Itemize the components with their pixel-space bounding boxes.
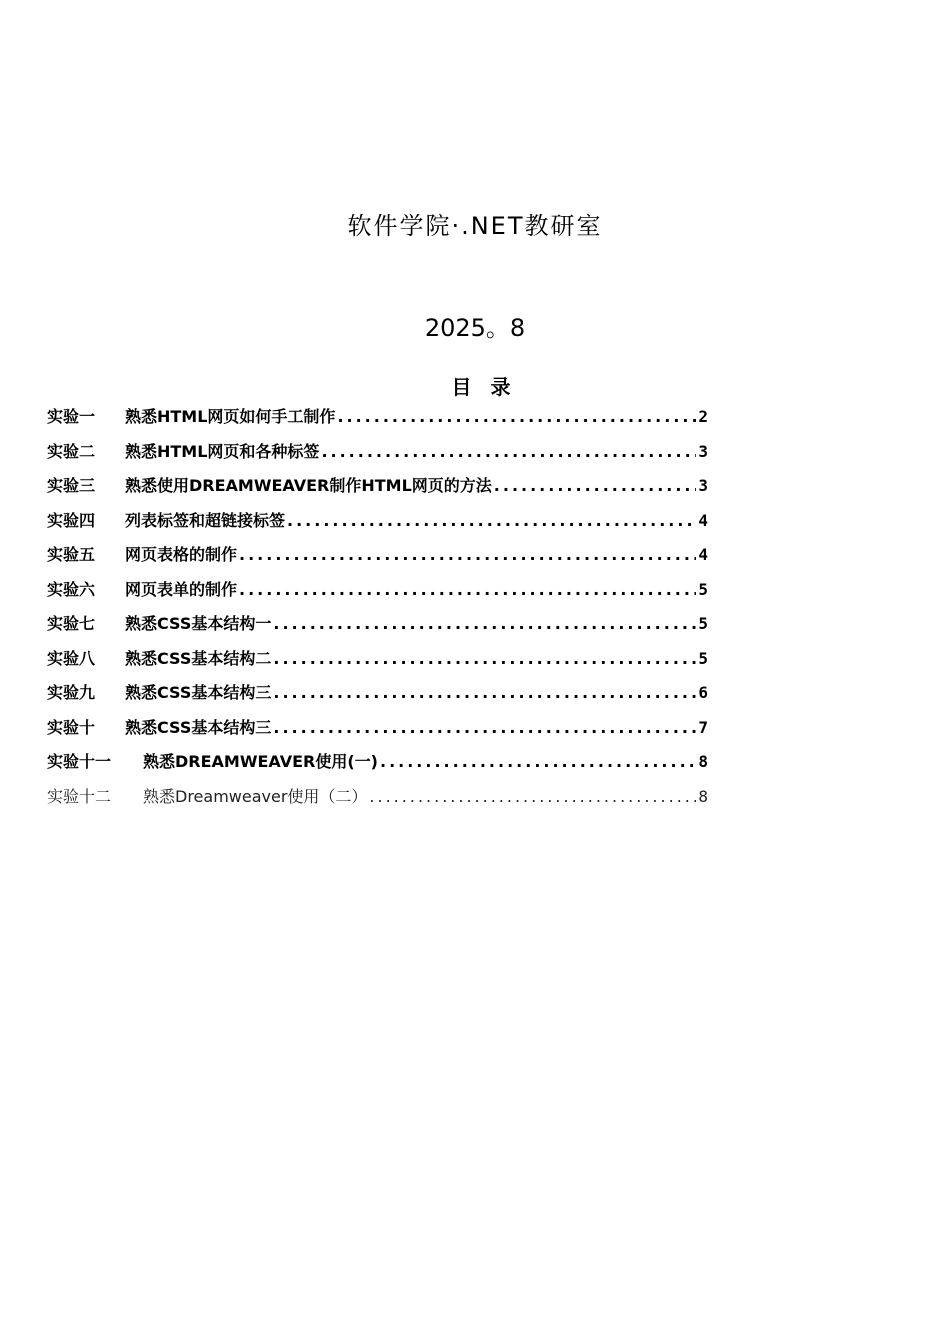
toc-entry-page: 6	[698, 683, 708, 702]
toc-leader-dots	[321, 442, 696, 461]
toc-entry[interactable]	[47, 784, 708, 819]
toc-entry-page: 7	[698, 717, 708, 737]
toc-leader-dots	[337, 407, 696, 426]
toc-entry-title: 熟悉CSS基本结构三	[125, 717, 272, 737]
toc-entry-number: 实验十	[47, 717, 96, 737]
toc-entry-page: 2	[698, 407, 708, 426]
toc-entry[interactable]	[47, 577, 708, 612]
toc-entry-number: 实验七	[47, 614, 96, 633]
toc-entry-number: 实验六	[47, 579, 96, 599]
toc-entry-page: 3	[698, 476, 708, 495]
toc-entry-number: 实验一	[47, 407, 96, 426]
toc-entry-number: 实验十一	[47, 752, 112, 771]
toc-entry[interactable]	[47, 749, 708, 784]
toc-entry-page: 8	[698, 786, 708, 806]
toc-entry-title: 熟悉DREAMWEAVER使用(一)	[143, 752, 378, 771]
toc-leader-dots	[239, 545, 696, 564]
toc-entry[interactable]	[47, 646, 708, 681]
toc-entry-title: 网页表格的制作	[125, 545, 238, 564]
toc-title: 目 录	[451, 375, 517, 399]
toc-leader-dots	[239, 580, 696, 599]
document-date: 2025。8	[424, 314, 526, 342]
toc-leader-dots	[273, 649, 696, 668]
toc-leader-dots	[273, 718, 696, 737]
toc-entry-page: 5	[698, 579, 708, 599]
toc-entry[interactable]	[47, 439, 708, 474]
toc-entry-title: 熟悉CSS基本结构一	[125, 614, 272, 633]
toc-entry-number: 实验八	[47, 648, 96, 668]
table-of-contents	[47, 404, 708, 818]
toc-leader-dots	[273, 614, 696, 633]
toc-entry-title: 熟悉CSS基本结构二	[125, 648, 272, 668]
toc-entry-title: 熟悉Dreamweaver使用（二）	[143, 786, 368, 806]
toc-leader-dots	[494, 476, 697, 495]
toc-entry-number: 实验四	[47, 510, 96, 530]
toc-entry[interactable]	[47, 508, 708, 543]
toc-entry-number: 实验三	[47, 476, 96, 495]
toc-entry-title: 熟悉使用DREAMWEAVER制作HTML网页的方法	[125, 476, 492, 495]
toc-entry[interactable]	[47, 680, 708, 715]
toc-entry-page: 5	[698, 614, 708, 633]
toc-leader-dots	[380, 752, 696, 771]
toc-entry-title: 熟悉HTML网页如何手工制作	[125, 407, 336, 426]
department-heading: 软件学院·.NET教研室	[347, 212, 603, 240]
toc-entry-page: 4	[698, 510, 708, 530]
toc-entry[interactable]	[47, 542, 708, 577]
toc-entry-number: 实验十二	[47, 786, 112, 806]
toc-entry-number: 实验九	[47, 683, 96, 702]
toc-entry-page: 8	[698, 752, 708, 771]
toc-entry-number: 实验二	[47, 441, 96, 461]
toc-entry[interactable]	[47, 473, 708, 508]
toc-entry-title: 网页表单的制作	[125, 579, 238, 599]
toc-entry[interactable]	[47, 404, 708, 439]
toc-entry[interactable]	[47, 715, 708, 750]
toc-entry-number: 实验五	[47, 545, 96, 564]
toc-entry-title: 熟悉HTML网页和各种标签	[125, 441, 320, 461]
toc-entry-title: 熟悉CSS基本结构三	[125, 683, 272, 702]
toc-entry-title: 列表标签和超链接标签	[125, 510, 286, 530]
toc-entry-page: 5	[698, 648, 708, 668]
toc-entry[interactable]	[47, 611, 708, 646]
toc-leader-dots	[369, 787, 696, 806]
toc-leader-dots	[273, 683, 696, 702]
toc-entry-page: 4	[698, 545, 708, 564]
toc-entry-page: 3	[698, 441, 708, 461]
toc-leader-dots	[287, 511, 696, 530]
